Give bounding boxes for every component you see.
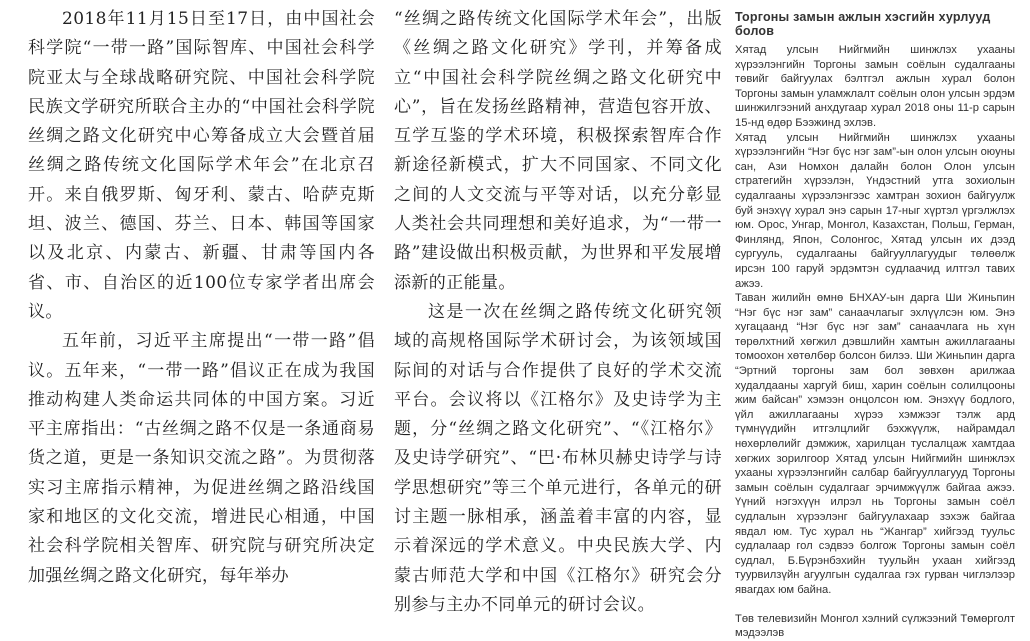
chinese-middle-column — [394, 0, 722, 620]
mongolian-paragraph-1: Хятад улсын Нийгмийн шинжлэх ухааны хүрээлэнгийн Торгоны замын соёлын судалгааны төвийг байгуулах бэлтгэл ажлын хурал болон Торгоны замын уламжлалт соёлын олон улсын эрдэм шинжилгээний анхдугаар хурал 2018 оны 11-р сарын 15-нд өдөр Бээжинд эхлэв. — [735, 44, 1015, 129]
mongolian-article-title: Торгоны замын ажлын хэсгийн хурлууд болов — [735, 10, 991, 38]
mongolian-article — [735, 10, 1015, 641]
mongolian-byline: Төв телевизийн Монгол хэлний сүлжээний Төмөрголт мэдээлэв — [735, 612, 1015, 640]
chinese-paragraph-3: 这是一次在丝绸之路传统文化研究领域的高规格国际学术研讨会，为该领域国际间的对话与合作提供了良好的学术交流平台。会议将以《江格尔》及史诗学为主题，分“丝绸之路文化研究”、“《江格尔》及史诗学研究”、“巴·布林贝赫史诗学与诗学思想研究”等三个单元进行，各单元的研讨主题一脉相承，涵盖着丰富的内容，显示着深远的学术意义。中央民族大学、内蒙古师范大学和中国《江格尔》研究会分别参与主办不同单元的研讨会议。 — [394, 301, 722, 615]
mongolian-paragraph-3: Таван жилийн өмнө БНХАУ-ын дарга Ши Жиньпин “Нэг бүс нэг зам” санаачлагыг эхлүүлсэн юм. Энэ хугацаанд “Нэг бүс нэг зам” санаачлага нь хүн төрөлхтний хөгжил дэвшлийн хамтын ажиллагааны томоохон хөтөлбөр болсон билээ. Ши Жиньпин дарга “Эртний торгоны зам бол зөвхөн арилжаа худалдааны харгуй биш, харин соёлын солилцооны жим байсан” хэмээн онцолсон юм. Энэхүү бодлого, үйл ажиллагааны хүрээ хэмжээг тэлж ард түмнүүдийн итгэлцлийг бэхжүүлж, найрамдал нөхөрлөлийг дэмжиж, харилцан туслалцаж хамтдаа хөгжих зорилгоор Хятад улсын Нийгмийн шинжлэх ухааны хүрээлэнгийн салбар байгууллагууд Торгоны замын соёлын судалгааг эрчимжүүлж байгаа ажээ. Үүний нэгэхүүн илрэл нь Торгоны замын соёл судлалын хүрээлэнг байгуулахаар зэхэж байгаа явдал юм. Тус хурал нь “Жангар” хийгээд туульс судлалаар гол сэдвээ болгож Торгоны замын соёл судлал, Б.Бүрэнбэхийн туульйн ухаан хийгээд туурвилзүйн агуулгын судалгаа гэх гурван чиглэлээр явагдах юм байна. — [735, 292, 1015, 596]
mongolian-paragraph-2: Хятад улсын Нийгмийн шинжлэх ухааны хүрээлэнгийн “Нэг бүс нэг зам”-ын олон улсын оюуны сан, Ази Номхон далайн болон Олон улсын стратегийн хүрээлэн, Үндэстний утга зохиолын судалгааны хүрээлэнгээс хамтран зохион байгуулж буй энэхүү хурал энэ сарын 17-ныг хүртэл үргэлжлэх юм. Орос, Унгар, Монгол, Казахстан, Польш, Герман, Финлянд, Япон, Солонгос, Хятад улсын их дээд сургууль, судалгааны байгууллагуудыг төлөөлж ирсэн 100 гаруй эрдэмтэн судлаачид илтгэл тавих ажээ. — [735, 131, 1015, 290]
chinese-paragraph-2: 五年前，习近平主席提出“一带一路”倡议。五年来，“一带一路”倡议正在成为我国推动构建人类命运共同体的中国方案。习近平主席指出：“古丝绸之路不仅是一条通商易货之道，更是一条知识交流之路”。为贯彻落实习主席指示精神，为促进丝绸之路沿线国家和地区的文化交流，增进民心相通，中国社会科学院相关智库、研究院与研究所决定加强丝绸之路文化研究，每年举办 — [28, 331, 375, 586]
byline-spacer — [735, 598, 1015, 612]
chinese-left-column — [28, 0, 375, 591]
chinese-paragraph-1: 2018年11月15日至17日，由中国社会科学院“一带一路”国际智库、中国社会科学院亚太与全球战略研究院、中国社会科学院民族文学研究所联合主办的“中国社会科学院丝绸之路文化研究中心筹备成立大会暨首届丝绸之路传统文化国际学术年会”在北京召开。来自俄罗斯、匈牙利、蒙古、哈萨克斯坦、波兰、德国、芬兰、日本、韩国等国家以及北京、内蒙古、新疆、甘肃等国内各省、市、自治区的近100位专家学者出席会议。 — [28, 9, 375, 322]
chinese-paragraph-2-continued: “丝绸之路传统文化国际学术年会”，出版《丝绸之路文化研究》学刊，并筹备成立“中国社会科学院丝绸之路文化研究中心”，旨在发扬丝路精神，营造包容开放、互学互鉴的学术环境，积极探索智库合作新途径新模式，扩大不同国家、不同文化之间的人文交流与平等对话，以充分彰显人类社会共同理想和美好追求，为“一带一路”建设做出积极贡献，为世界和平发展增添新的正能量。 — [394, 9, 722, 293]
